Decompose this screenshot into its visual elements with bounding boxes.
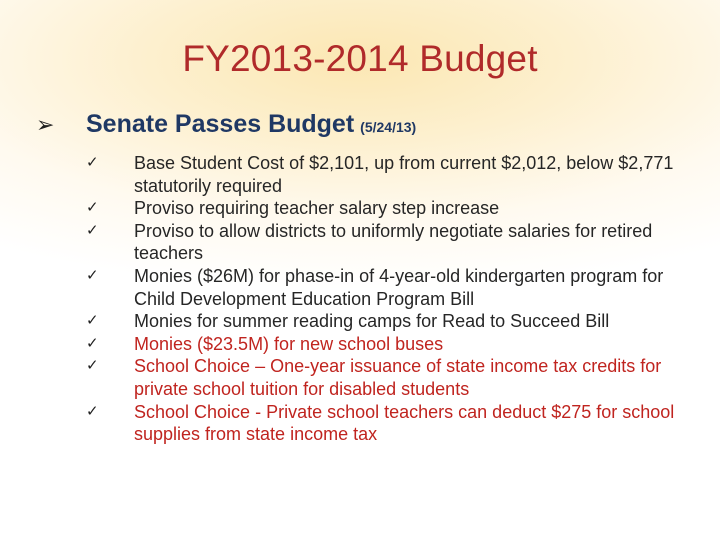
checkmark-icon: ✓ bbox=[86, 402, 99, 420]
list-item bbox=[86, 197, 686, 220]
list-item bbox=[86, 355, 686, 400]
list-item-text: School Choice – One-year issuance of state income tax credits for private school tuition for disabled students bbox=[134, 356, 662, 399]
checkmark-icon: ✓ bbox=[86, 357, 99, 375]
list-item bbox=[86, 220, 686, 265]
checkmark-icon: ✓ bbox=[86, 199, 99, 217]
section-heading bbox=[36, 110, 416, 139]
list-item-text: Monies ($23.5M) for new school buses bbox=[134, 333, 444, 354]
checkmark-icon: ✓ bbox=[86, 221, 99, 239]
checkmark-icon: ✓ bbox=[86, 334, 99, 352]
checkmark-icon: ✓ bbox=[86, 154, 99, 171]
list-item bbox=[86, 401, 686, 446]
checkmark-icon: ✓ bbox=[86, 266, 99, 284]
list-item-text: Proviso to allow districts to uniformly negotiate salaries for retired teachers bbox=[134, 220, 653, 264]
list-item-text: Monies for summer reading camps for Read to Succeed Bill bbox=[134, 311, 610, 332]
list-item bbox=[86, 333, 686, 356]
list-item-text: Monies ($26M) for phase-in of 4-year-old kindergarten program for Child Development Education Program Bill bbox=[134, 265, 664, 309]
arrow-bullet-icon: ➢ bbox=[36, 112, 55, 137]
bullet-list bbox=[86, 152, 686, 446]
list-item-text: Proviso requiring teacher salary step increase bbox=[134, 198, 500, 219]
list-item bbox=[86, 265, 686, 310]
list-item-text: Base Student Cost of $2,101, up from current $2,012, below $2,771 statutorily required bbox=[134, 153, 674, 196]
list-item bbox=[86, 310, 686, 333]
section-label: Senate Passes Budget bbox=[86, 110, 355, 138]
slide-title: FY2013-2014 Budget bbox=[182, 38, 538, 79]
section-date: (5/24/13) bbox=[360, 119, 417, 135]
list-item-text: School Choice - Private school teachers can deduct $275 for school supplies from state income tax bbox=[134, 401, 675, 445]
checkmark-icon: ✓ bbox=[86, 312, 99, 330]
list-item bbox=[86, 152, 686, 197]
